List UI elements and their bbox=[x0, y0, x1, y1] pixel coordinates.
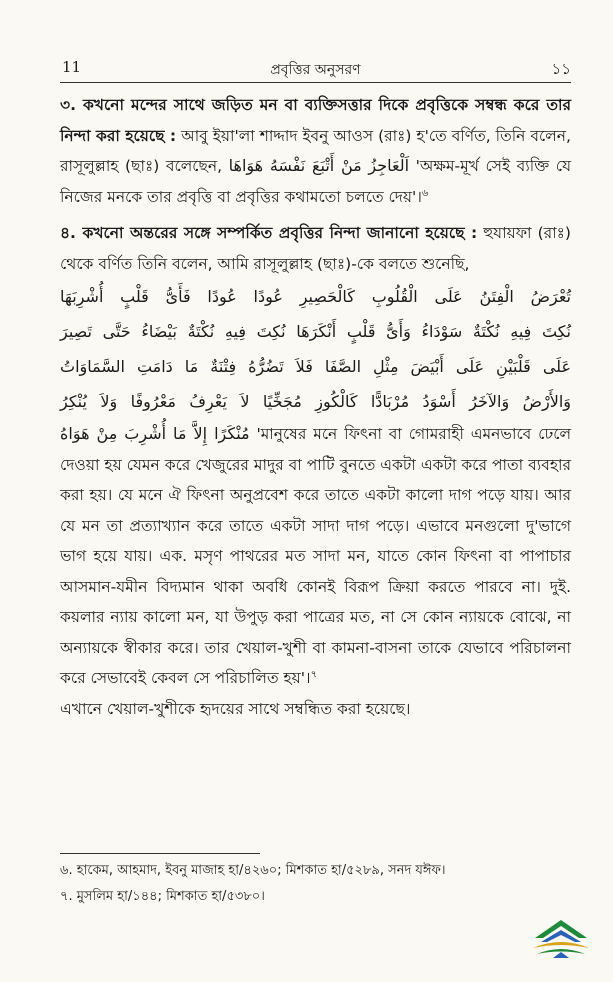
footnote-7: ৭. মুসলিম হা/১৪৪; মিশকাত হা/৫৩৮০। bbox=[60, 889, 265, 904]
hadith-arabic-end: مُنْكَرًا إِلاَّ مَا أُشْرِبَ مِنْ هَوَاهُ bbox=[60, 424, 250, 443]
section-3-arabic: اَلْعَاجِزُ مَنْ أَتْبَعَ نَفْسَهُ هَوَاهَا bbox=[228, 156, 410, 175]
footnotes bbox=[60, 858, 571, 910]
section-3-heading: ৩. কখনো মন্দের সাথে জড়িত মন বা ব্যক্তিসত্তার দিকে প্রবৃত্তিকে সম্বন্ধ করে তার নিন্দা করা হয়েছে : bbox=[60, 96, 571, 145]
footnote-6: ৬. হাকেম, আহমাদ, ইবনু মাজাহ হা/৪২৬০; মিশকাত হা/৫২৮৯, সনদ যঈফ। bbox=[60, 863, 446, 878]
section-4-intro: হুযায়ফা (রাঃ) থেকে বর্ণিত তিনি বলেন, আমি রাসূলুল্লাহ (ছাঃ)-কে বলতে শুনেছি, bbox=[60, 224, 571, 273]
section-4-heading: ৪. কখনো অন্তরের সঙ্গে সম্পর্কিত প্রবৃত্তির নিন্দা জানানো হয়েছে : bbox=[60, 224, 478, 242]
page-number-english: 11 bbox=[62, 58, 82, 76]
section-3-narration: আবু ইয়া'লা শাদ্দাদ ইবনু আওস (রাঃ) হ'তে বর্ণিত, তিনি বলেন, রাসূলুল্লাহ (ছাঃ) বলেছেন, bbox=[60, 126, 571, 175]
footnote-ref-7: ৭ bbox=[310, 668, 318, 680]
hadith-translation-paragraph bbox=[60, 419, 571, 694]
page-body bbox=[60, 90, 571, 724]
hadith-arabic-line-4: وَالأَرْضُ وَالآخَرُ أَسْوَدُ مُرْبَادًّا كَالْكُوزِ مُجَخِّيًا لاَ يَعْرِفُ مَعْرُوفًا وَلاَ يُنْكِرُ bbox=[60, 392, 571, 411]
section-3-translation: 'অক্ষম-মূর্খ সেই ব্যক্তি যে নিজের মনকে তার প্রবৃত্তি বা প্রবৃত্তির কথামতো চলতে দেয়'। bbox=[60, 157, 572, 206]
hadith-arabic-line-2: نُكِتَ فِيهِ نُكْتَةٌ سَوْدَاءُ وَأَىُّ قَلْبٍ أَنْكَرَهَا نُكِتَ فِيهِ نُكْتَةٌ بَيْضَاءُ حَتَّى تَصِيرَ bbox=[60, 322, 571, 341]
section-4-paragraph bbox=[60, 218, 571, 279]
page-header bbox=[60, 56, 571, 83]
footnote-ref-6: ৬ bbox=[421, 187, 429, 199]
footnote-divider bbox=[60, 853, 260, 854]
hadith-arabic-line-3: عَلَى قَلْبَيْنِ عَلَى أَبْيَضَ مِثْلِ الصَّفَا فَلاَ تَضُرُّهُ فِتْنَةٌ مَا دَامَتِ السَّمَاوَاتُ bbox=[60, 357, 571, 376]
closing-sentence: এখানে খেয়াল-খুশীকে হৃদয়ের সাথে সম্বন্ধিত করা হয়েছে। bbox=[60, 699, 411, 718]
page-number-bengali: ১১ bbox=[551, 60, 571, 78]
hadith-translation: 'মানুষের মনে ফিৎনা বা গোমরাহী এমনভাবে ঢেলে দেওয়া হয় যেমন করে খেজুরের মাদুর বা পাটি বুনতে একটা একটা করে পাতা ব্যবহার করা হয়। যে মনে ঐ ফিৎনা অনুপ্রবেশ করে তাতে একটা কালো দাগ পড়ে যায়। আর যে মন তা প্রত্যাখ্যান করে তাতে একটা সাদা দাগ পড়ে। এভাবে মনগুলো দু'ভাগে ভাগ হয়ে যায়। এক. মসৃণ পাথরের মত সাদা মন, যাতে কোন ফিৎনা বা পাপাচার আসমান-যমীন বিদ্যমান থাকা অবধি কোনই বিরূপ ক্রিয়া করতে পারবে না। দুই. কয়লার ন্যায় কালো মন, যা উপুড় করা পাত্রের মত, না সে কোন ন্যায়কে বোঝে, না অন্যায়কে স্বীকার করে। তার খেয়াল-খুশী বা কামনা-বাসনা তাকে যেভাবে পরিচালনা করে সেভাবেই কেবল সে পরিচালিত হয়'। bbox=[60, 425, 571, 687]
section-3-paragraph bbox=[60, 90, 571, 212]
hadith-arabic-line-1: تُعْرَضُ الْفِتَنُ عَلَى الْقُلُوبِ كَالْحَصِيرِ عُودًا عُودًا فَأَىُّ قَلْبٍ أُشْرِبَهَا bbox=[60, 287, 571, 306]
publisher-logo-icon bbox=[527, 914, 595, 960]
running-title: প্রবৃত্তির অনুসরণ bbox=[270, 62, 361, 78]
